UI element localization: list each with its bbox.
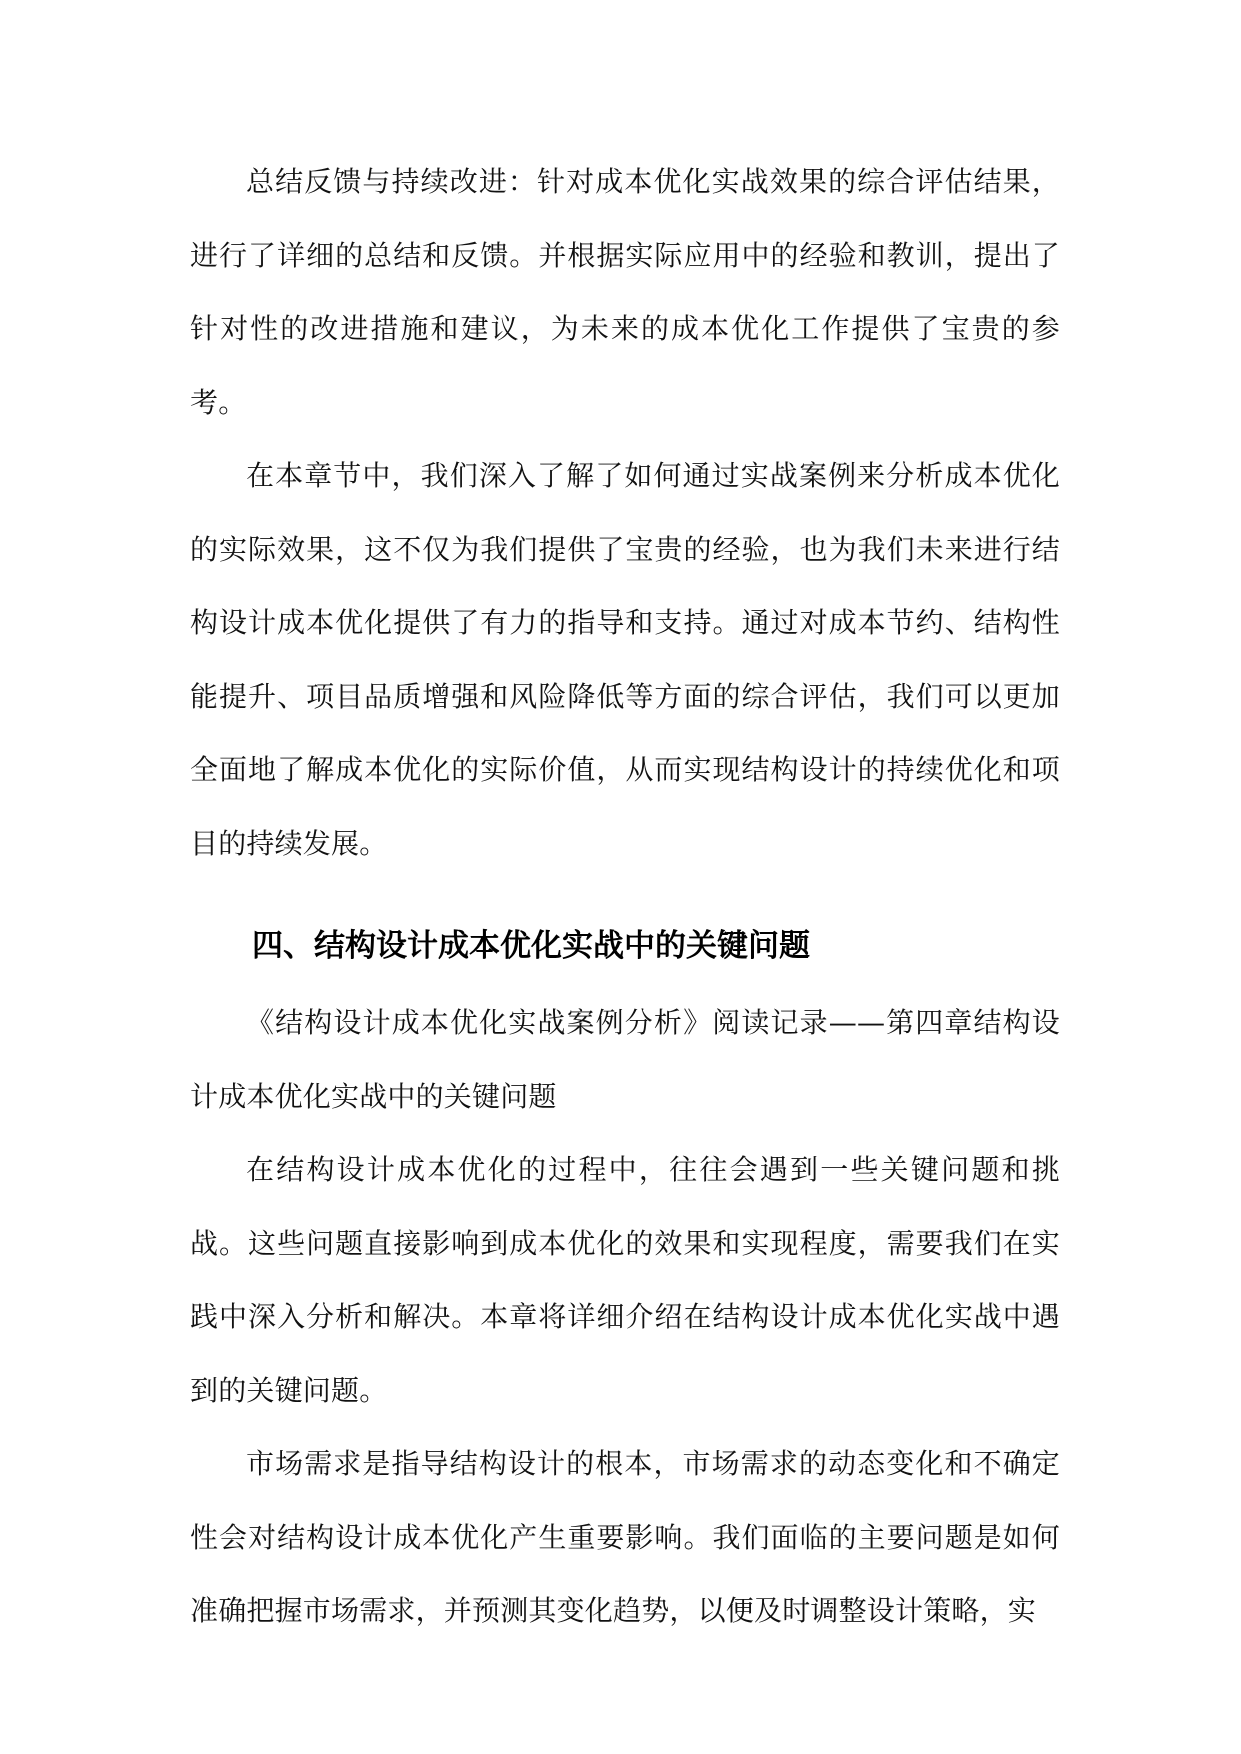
document-body (190, 145, 1060, 1648)
paragraph-summary-feedback: 总结反馈与持续改进：针对成本优化实战效果的综合评估结果，进行了详细的总结和反馈。并根据实际应用中的经验和教训，提出了针对性的改进措施和建议，为未来的成本优化工作提供了宝贵的参考。 (190, 165, 1060, 419)
paragraph-reading-record: 《结构设计成本优化实战案例分析》阅读记录——第四章结构设计成本优化实战中的关键问题 (190, 1006, 1060, 1113)
paragraph-key-issues-intro: 在结构设计成本优化的过程中，往往会遇到一些关键问题和挑战。这些问题直接影响到成本优化的效果和实现程度，需要我们在实践中深入分析和解决。本章将详细介绍在结构设计成本优化实战中遇到的关键问题。 (190, 1153, 1060, 1407)
paragraph-market-demand: 市场需求是指导结构设计的根本，市场需求的动态变化和不确定性会对结构设计成本优化产生重要影响。我们面临的主要问题是如何准确把握市场需求，并预测其变化趋势，以便及时调整设计策略，实 (190, 1447, 1060, 1627)
section-heading: 四、结构设计成本优化实战中的关键问题 (252, 928, 810, 964)
paragraph-chapter-conclusion: 在本章节中，我们深入了解了如何通过实战案例来分析成本优化的实际效果，这不仅为我们提供了宝贵的经验，也为我们未来进行结构设计成本优化提供了有力的指导和支持。通过对成本节约、结构性能提升、项目品质增强和风险降低等方面的综合评估，我们可以更加全面地了解成本优化的实际价值，从而实现结构设计的持续优化和项目的持续发展。 (190, 459, 1060, 860)
